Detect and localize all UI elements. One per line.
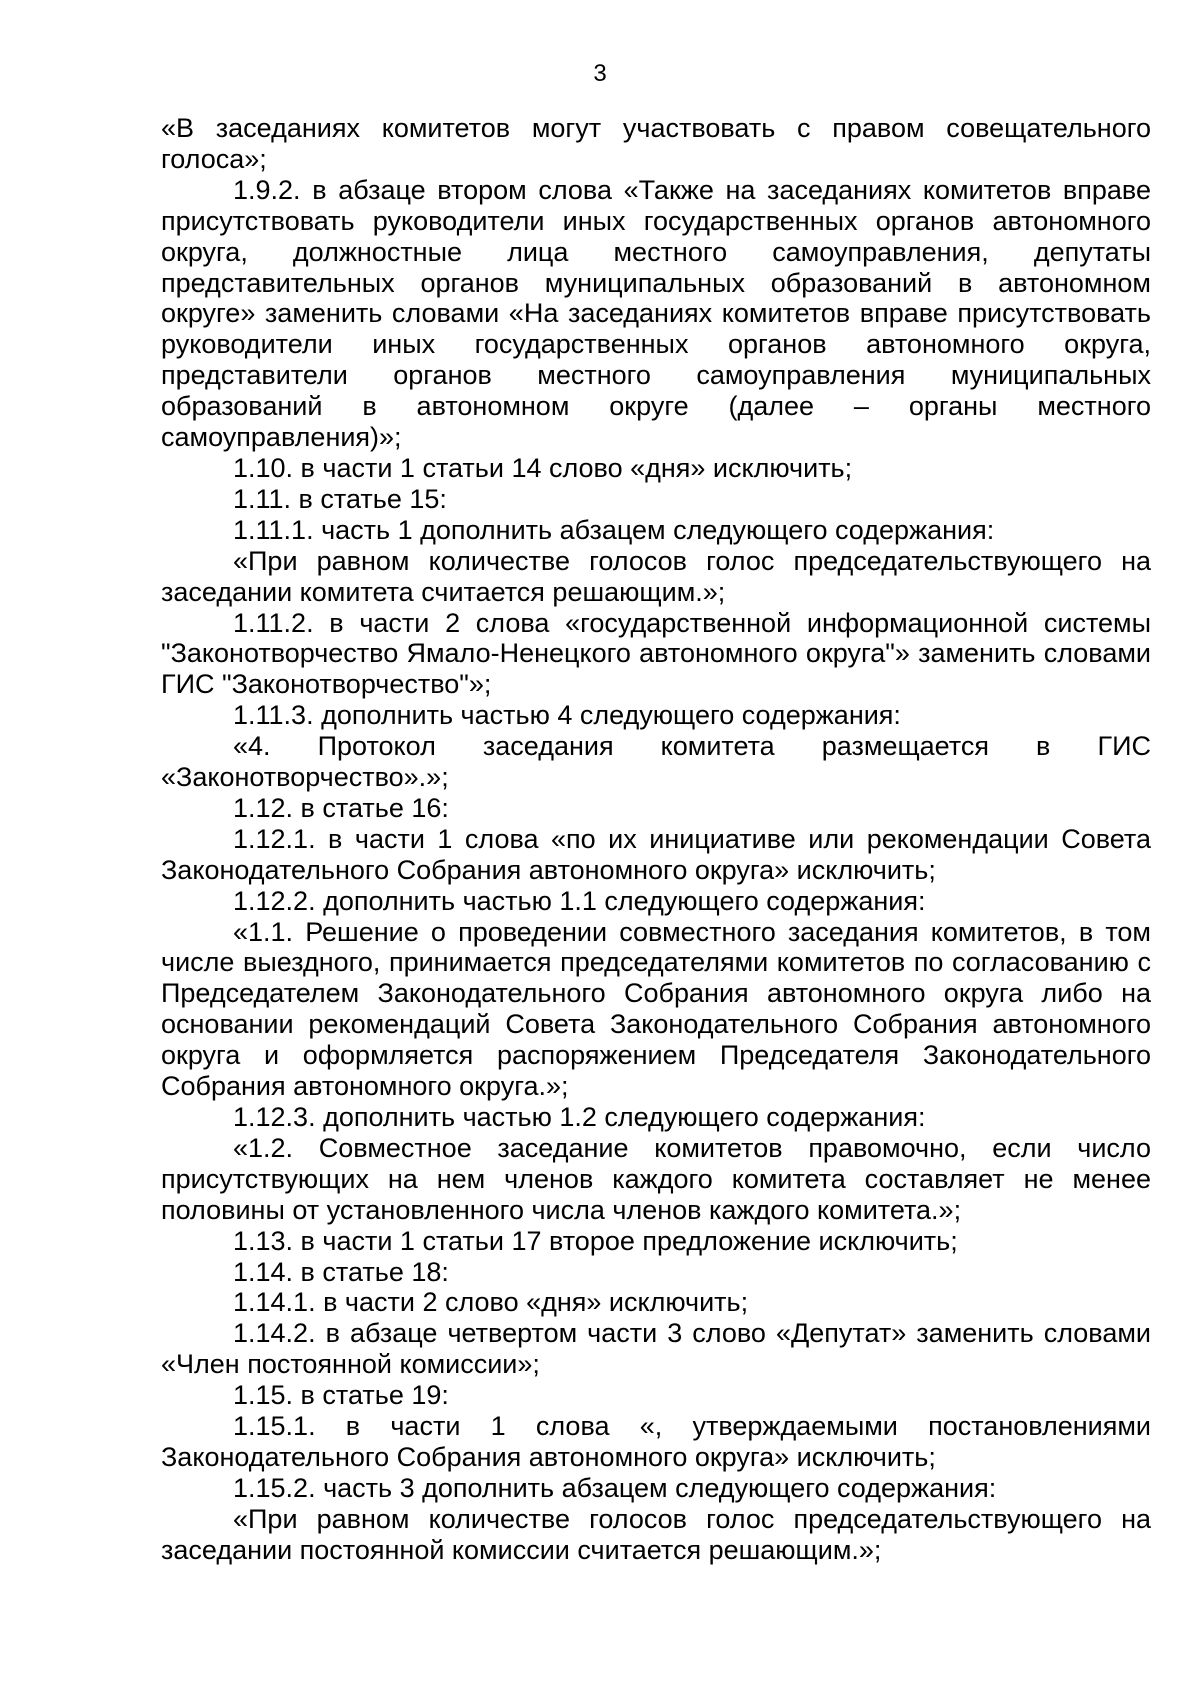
paragraph: 1.14.1. в части 2 слово «дня» исключить;	[233, 1287, 749, 1318]
paragraph: «1.2. Совместное заседание комитетов правомочно, если число присутствующих на нем членов каждого комитета составляет не менее половины от установленного числа членов каждого комитета.»;	[161, 1132, 1151, 1225]
paragraph: «В заседаниях комитетов могут участвовать с правом совещательного голоса»;	[161, 113, 1151, 174]
paragraph: 1.11.3. дополнить частью 4 следующего содержания:	[233, 700, 901, 731]
paragraph: «При равном количестве голосов голос председательствующего на заседании комитета считается решающим.»;	[161, 545, 1151, 607]
paragraph: 1.15.2. часть 3 дополнить абзацем следующего содержания:	[233, 1472, 997, 1503]
paragraph: 1.11.1. часть 1 дополнить абзацем следующего содержания:	[233, 514, 995, 545]
paragraph: 1.12.2. дополнить частью 1.1 следующего содержания:	[233, 885, 926, 916]
document-body	[161, 113, 1151, 1566]
paragraph: 1.15. в статье 19:	[233, 1380, 449, 1411]
paragraph: «1.1. Решение о проведении совместного заседания комитетов, в том числе выездного, принимается председателями комитетов по согласованию с Председателем Законодательного Собрания автономного округа либо на основании рекомендаций Совета Законодательного Собрания автономного округа и оформляется распоряжением Председателя Законодательного Собрания автономного округа.»;	[161, 916, 1151, 1102]
paragraph: 1.11.2. в части 2 слова «государственной информационной системы "Законотворчество Ямало-Ненецкого автономного округа"» заменить словами ГИС "Законотворчество"»;	[161, 607, 1151, 700]
paragraph: 1.9.2. в абзаце втором слова «Также на заседаниях комитетов вправе присутствовать руководители иных государственных органов автономного округа, должностные лица местного самоуправления, депутаты представительных органов муниципальных образований в автономном округе» заменить словами «На заседаниях комитетов вправе присутствовать руководители иных государственных органов автономного округа, представители органов местного самоуправления муниципальных образований в автономном округе (далее – органы местного самоуправления)»;	[161, 174, 1151, 453]
paragraph: 1.12.3. дополнить частью 1.2 следующего содержания:	[233, 1102, 926, 1132]
paragraph: 1.12. в статье 16:	[233, 792, 449, 823]
paragraph: «4. Протокол заседания комитета размещается в ГИС «Законотворчество».»;	[161, 731, 1151, 793]
paragraph: 1.12.1. в части 1 слова «по их инициативе или рекомендации Совета Законодательного Собрания автономного округа» исключить;	[161, 823, 1151, 885]
paragraph: 1.14. в статье 18:	[233, 1256, 449, 1287]
paragraph: 1.11. в статье 15:	[233, 483, 447, 514]
paragraph: 1.13. в части 1 статьи 17 второе предложение исключить;	[233, 1225, 958, 1256]
page-number: 3	[593, 60, 607, 87]
paragraph: 1.15.1. в части 1 слова «, утверждаемыми постановлениями Законодательного Собрания автономного округа» исключить;	[161, 1411, 1151, 1472]
paragraph: 1.14.2. в абзаце четвертом части 3 слово «Депутат» заменить словами «Член постоянной комиссии»;	[161, 1318, 1151, 1380]
paragraph: «При равном количестве голосов голос председательствующего на заседании постоянной комиссии считается решающим.»;	[161, 1503, 1151, 1565]
paragraph: 1.10. в части 1 статьи 14 слово «дня» исключить;	[233, 452, 853, 483]
